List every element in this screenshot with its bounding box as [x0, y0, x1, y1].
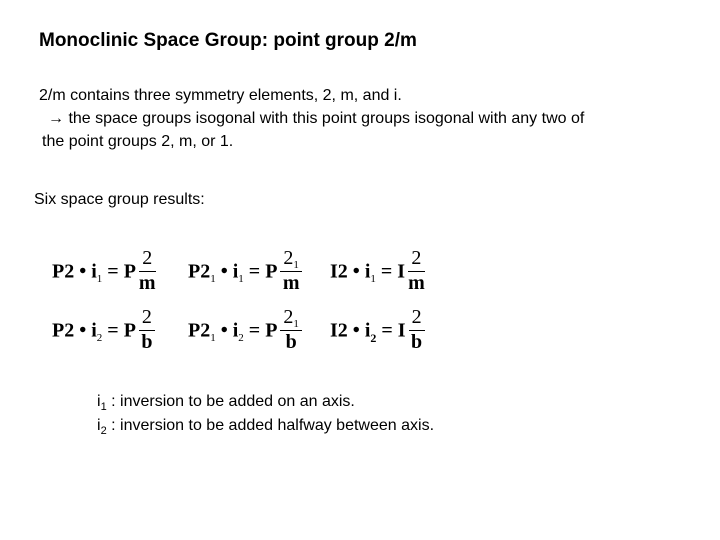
inversion-subscript: 2: [238, 331, 244, 344]
equation-rhs-letter: P: [123, 260, 136, 283]
note-symbol-subscript: 1: [100, 401, 107, 413]
fraction-denominator: b: [139, 330, 155, 353]
equals-sign: =: [248, 260, 261, 283]
numerator-main: 2: [283, 247, 294, 269]
intro-line-2: → the space groups isogonal with this point groups isogonal with any two of: [48, 110, 585, 127]
note-symbol-subscript: 2: [100, 425, 107, 437]
numerator-subscript: 1: [293, 259, 299, 271]
numerator-main: 2: [283, 306, 294, 328]
results-label: Six space group results:: [34, 191, 205, 208]
bullet-operator-icon: •: [220, 260, 228, 283]
equals-sign: =: [248, 319, 261, 342]
fraction-denominator: b: [280, 330, 302, 353]
inversion-subscript: 1: [238, 272, 244, 285]
equation-rhs-letter: P: [265, 319, 278, 342]
intro-paragraph: [39, 84, 689, 153]
note-i1: [97, 393, 355, 411]
numerator-main: 2: [141, 306, 152, 328]
equation-fraction: [139, 307, 155, 353]
equation-lhs: I2: [330, 260, 348, 283]
inversion-subscript: 1: [370, 272, 376, 285]
note-i2: [97, 417, 434, 435]
inversion-symbol: i: [364, 319, 371, 342]
bullet-operator-icon: •: [352, 319, 360, 342]
inversion-symbol: i: [364, 260, 371, 283]
equals-sign: =: [107, 260, 119, 283]
fraction-numerator: [139, 248, 156, 271]
fraction-denominator: b: [409, 330, 425, 353]
numerator-main: 2: [142, 247, 153, 269]
numerator-subscript: 1: [293, 318, 299, 330]
equation-fraction: [280, 307, 302, 353]
fraction-numerator: [280, 248, 302, 271]
equation-fraction: [409, 307, 425, 353]
fraction-numerator: [139, 307, 155, 330]
fraction-numerator: [409, 307, 425, 330]
equation-p2-i2: [52, 306, 155, 355]
inversion-symbol: i: [91, 260, 97, 283]
intro-line-3: the point groups 2, m, or 1.: [42, 133, 234, 150]
intro-line-1: 2/m contains three symmetry elements, 2, m, and i.: [39, 87, 402, 104]
equals-sign: =: [107, 319, 119, 342]
page-title: Monoclinic Space Group: point group 2/m: [39, 30, 417, 51]
fraction-denominator: m: [280, 271, 302, 294]
inversion-subscript: 2: [370, 330, 377, 345]
equation-rhs-letter: P: [265, 260, 278, 283]
equation-fraction: [139, 248, 156, 294]
equation-fraction: [280, 248, 302, 294]
equation-rhs-letter: I: [397, 260, 406, 283]
numerator-main: 2: [411, 247, 422, 269]
bullet-operator-icon: •: [79, 260, 87, 283]
fraction-numerator: [280, 307, 302, 330]
note-text: : inversion to be added halfway between axis.: [111, 417, 435, 434]
inversion-subscript: 1: [96, 272, 103, 285]
note-symbol: i: [97, 417, 101, 434]
equation-fraction: [408, 248, 425, 294]
equation-lhs: P2: [188, 319, 211, 342]
equation-p21-i2: [188, 306, 302, 355]
equation-i2-i2: [330, 306, 425, 355]
equals-sign: =: [380, 260, 393, 283]
equation-lhs: P2: [52, 260, 75, 283]
inversion-symbol: i: [91, 319, 97, 342]
bullet-operator-icon: •: [352, 260, 360, 283]
fraction-denominator: m: [138, 272, 156, 294]
bullet-operator-icon: •: [220, 319, 228, 342]
note-text: : inversion to be added on an axis.: [111, 393, 355, 410]
equation-p21-i1: [188, 247, 302, 296]
inversion-symbol: i: [232, 319, 239, 342]
equation-p2-i1: [52, 247, 156, 296]
equation-lhs: I2: [330, 319, 348, 342]
inversion-symbol: i: [232, 260, 239, 283]
fraction-denominator: m: [408, 272, 425, 294]
numerator-main: 2: [411, 306, 422, 328]
equation-i2-i1: [330, 247, 425, 296]
equation-lhs: P2: [52, 319, 75, 342]
equation-rhs-letter: I: [397, 319, 406, 342]
equation-lhs-subscript: 1: [210, 272, 216, 285]
equation-lhs-subscript: 1: [210, 331, 216, 344]
equation-lhs: P2: [188, 260, 211, 283]
inversion-subscript: 2: [96, 331, 103, 344]
note-symbol: i: [97, 393, 101, 410]
equation-rhs-letter: P: [123, 319, 136, 342]
bullet-operator-icon: •: [79, 319, 87, 342]
equals-sign: =: [381, 319, 393, 342]
fraction-numerator: [408, 248, 425, 271]
